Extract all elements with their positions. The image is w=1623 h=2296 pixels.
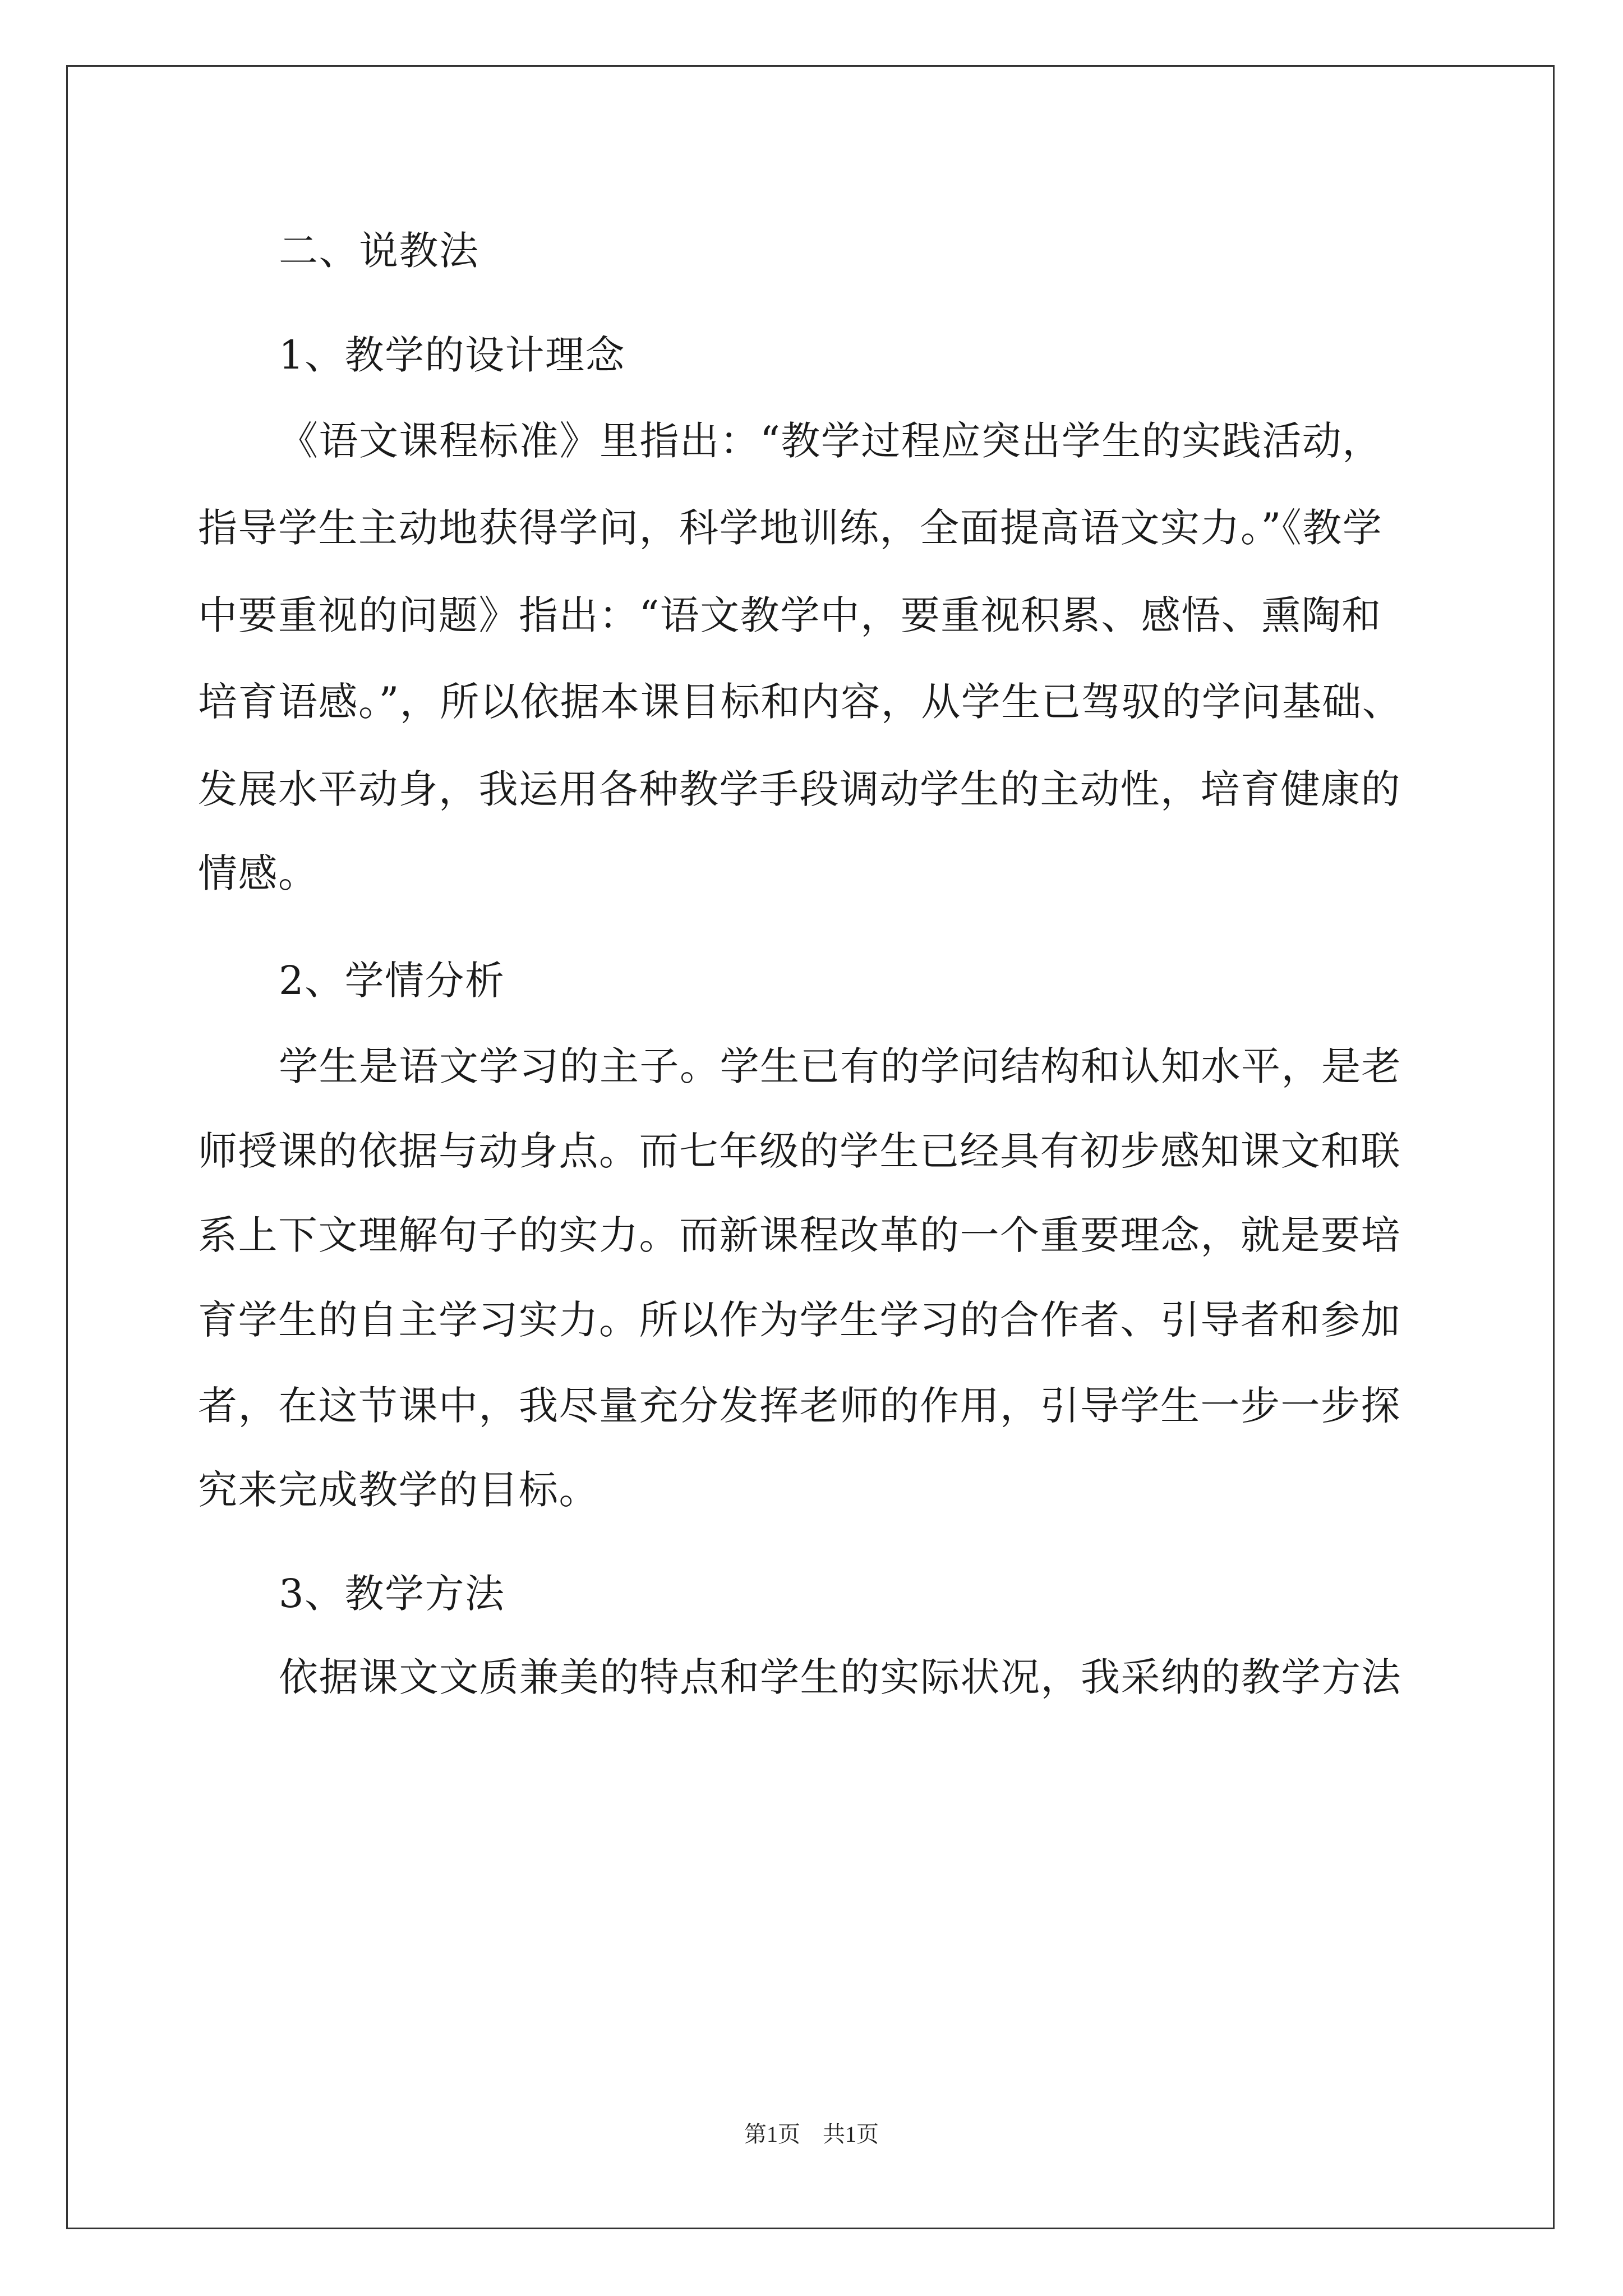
section-1-line: 发展水平动身，我运用各种教学手段调动学生的主动性，培育健康的 [198,766,1401,812]
section-2-title: 2、学情分析 [279,958,505,1004]
section-1-line: 情感。 [198,850,319,896]
page-number-footer: 第1页 共1页 [744,2122,879,2147]
section-1-line: 《语文课程标准》里指出：“教学过程应突出学生的实践活动， [279,418,1382,464]
section-3-line: 依据课文文质兼美的特点和学生的实际状况，我采纳的教学方法 [279,1654,1401,1700]
section-1-title: 1、教学的设计理念 [279,332,626,378]
section-2-line: 师授课的依据与动身点。而七年级的学生已经具有初步感知课文和联 [198,1128,1401,1174]
heading-teaching-method: 二、说教法 [279,228,479,274]
section-2-line: 学生是语文学习的主子。学生已有的学问结构和认知水平，是老 [279,1043,1401,1089]
section-3-title: 3、教学方法 [279,1571,505,1617]
section-1-line: 培育语感。”，所以依据本课目标和内容，从学生已驾驭的学问基础、 [198,679,1403,725]
section-1-line: 指导学生主动地获得学问，科学地训练，全面提高语文实力。”《教学 [198,505,1383,551]
section-2-line: 者，在这节课中，我尽量充分发挥老师的作用，引导学生一步一步探 [198,1383,1401,1429]
section-1-line: 中要重视的问题》指出：“语文教学中，要重视积累、感悟、熏陶和 [198,592,1382,638]
section-2-line: 究来完成教学的目标。 [198,1467,599,1513]
section-2-line: 育学生的自主学习实力。所以作为学生学习的合作者、引导者和参加 [198,1297,1401,1343]
section-2-line: 系上下文理解句子的实力。而新课程改革的一个重要理念，就是要培 [198,1212,1401,1258]
